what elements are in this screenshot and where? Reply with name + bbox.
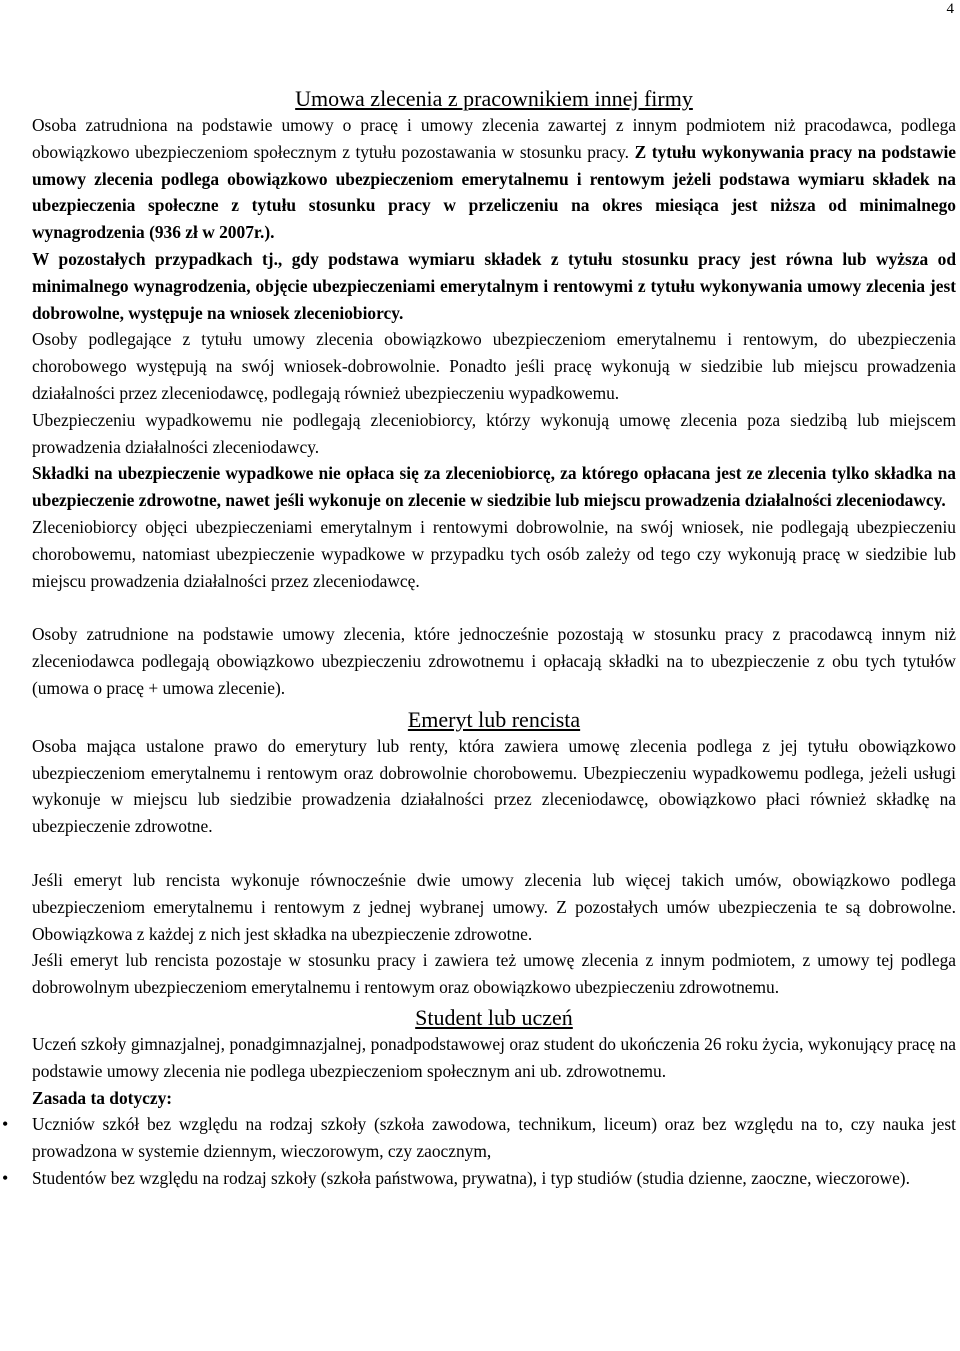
list-item: [2, 1165, 956, 1192]
list-item-text: Studentów bez względu na rodzaj szkoły (szkoła państwowa, prywatna), i typ studiów (studia dzienne, zaoczne, wieczorowe).: [32, 1167, 910, 1188]
paragraph-s1-1-normal: Osoba zatrudniona na podstawie umowy o pracę i umowy zlecenia zawartej z innym podmiotem niż pracodawca, podlega obowiązkowo ubezpieczeniom społecznym z tytułu pozostawania w stosunku pracy.: [32, 115, 956, 162]
paragraph-s2-3: Jeśli emeryt lub rencista pozostaje w stosunku pracy i zawiera też umowę zlecenia z innym podmiotem, z umowy tej podlega dobrowolnym ubezpieczeniom emerytalnemu i rentowym oraz obowiązkowo ubezpieczeniu zdrowotnemu.: [32, 950, 956, 998]
section-heading-umowa-zlecenia: Umowa zlecenia z pracownikiem innej firmy: [295, 86, 693, 111]
paragraph-s2-1: Osoba mająca ustalone prawo do emerytury lub renty, która zawiera umowę zlecenia podlega z jej tytułu obowiązkowo ubezpieczeniom emerytalnemu i rentowym oraz dobrowolnie chorobowemu. Ubezpieczeniu wypadkowemu podlega, jeżeli usługi wykonuje w miejscu lub siedzibie prowadzenia działalności przez zleceniodawcę, obowiązkowo płaci również składkę na ubezpieczenie zdrowotne.: [32, 735, 956, 837]
document-body: [2, 86, 956, 1192]
paragraph-s1-4: Ubezpieczeniu wypadkowemu nie podlegają zleceniobiorcy, którzy wykonują umowę zlecenia poza siedzibą lub miejscem prowadzenia działalności zleceniodawcy.: [32, 409, 956, 457]
paragraph-s3-1: Uczeń szkoły gimnazjalnej, ponadgimnazjalnej, ponadpodstawowej oraz student do ukończenia 26 roku życia, wykonujący pracę na podstawie umowy zlecenia nie podlega ubezpieczeniom społecznym ani ub. zdrowotnemu.: [32, 1033, 956, 1081]
section-heading-emeryt-rencista: Emeryt lub rencista: [407, 706, 581, 732]
paragraph-s2-2: Jeśli emeryt lub rencista wykonuje równocześnie dwie umowy zlecenia lub więcej takich umów, obowiązkowo podlega ubezpieczeniom emerytalnemu i rentowym z jednej wybranej umowy. Z pozostałych umów ubezpieczenia te są dobrowolne. Obowiązkowa z każdej z nich jest składka na ubezpieczenie zdrowotne.: [32, 869, 956, 944]
bullet-icon: •: [2, 1167, 9, 1188]
paragraph-s1-6: Zleceniobiorcy objęci ubezpieczeniami emerytalnym i rentowymi dobrowolnie, na swój wniosek, nie podlegają ubezpieczeniu chorobowemu, natomiast ubezpieczenie wypadkowe w przypadku tych osób zależy od tego czy wykonują pracę w siedzibie lub miejscu prowadzenia działalności przez zleceniodawcę.: [32, 516, 956, 591]
paragraph-s1-2: W pozostałych przypadkach tj., gdy podstawa wymiaru składek z tytułu stosunku pracy jest równa lub wyższa od minimalnego wynagrodzenia, objęcie ubezpieczeniami emerytalnym i rentowymi z tytułu wykonywania umowy zlecenia jest dobrowolne, występuje na wniosek zleceniobiorcy.: [32, 248, 956, 323]
paragraph-s1-7: Osoby zatrudnione na podstawie umowy zlecenia, które jednocześnie pozostają w stosunku pracy z pracodawcą innym niż zleceniodawca podlegają obowiązkowo ubezpieczeniu zdrowotnemu i opłacają składki na to ubezpieczenie z obu tych tytułów (umowa o pracę + umowa zlecenie).: [32, 624, 956, 698]
paragraph-s1-1: [32, 112, 956, 246]
paragraph-s1-1-bold: Z tytułu wykonywania pracy na podstawie umowy zlecenia podlega obowiązkowo ubezpieczeniom emerytalnemu i rentowym jeżeli podstawa wymiaru składek na ubezpieczenia społeczne z tytułu stosunku pracy w przeliczeniu na okres miesiąca jest niższa od minimalnego wynagrodzenia (936 zł w 2007r.).: [32, 141, 956, 243]
page-number: 4: [946, 1, 954, 17]
bullet-list: [2, 1111, 956, 1191]
paragraph-s1-5: Składki na ubezpieczenie wypadkowe nie opłaca się za zleceniobiorcę, za którego opłacana jest ze zlecenia tylko składka na ubezpieczenie zdrowotne, nawet jeśli wykonuje on zlecenie w siedzibie lub miejscu prowadzenia działalności zleceniodawcy.: [32, 463, 956, 511]
section-heading-student-uczen: Student lub uczeń: [415, 1004, 573, 1030]
list-item: [2, 1111, 956, 1165]
rule-label: Zasada ta dotyczy:: [32, 1087, 173, 1108]
bullet-icon: •: [2, 1114, 9, 1135]
list-item-text: Uczniów szkół bez względu na rodzaj szkoły (szkoła zawodowa, technikum, liceum) oraz bez względu na to, czy nauka jest prowadzona w systemie dziennym, wieczorowym, czy zaocznym,: [32, 1114, 956, 1162]
paragraph-s1-3: Osoby podlegające z tytułu umowy zlecenia obowiązkowo ubezpieczeniom emerytalnemu i rentowym, do ubezpieczenia chorobowego występują na swój wniosek-dobrowolnie. Ponadto jeśli pracę wykonują w siedzibie lub miejscu prowadzenia działalności przez zleceniodawcę, podlegają również ubezpieczeniu wypadkowemu.: [32, 329, 956, 403]
